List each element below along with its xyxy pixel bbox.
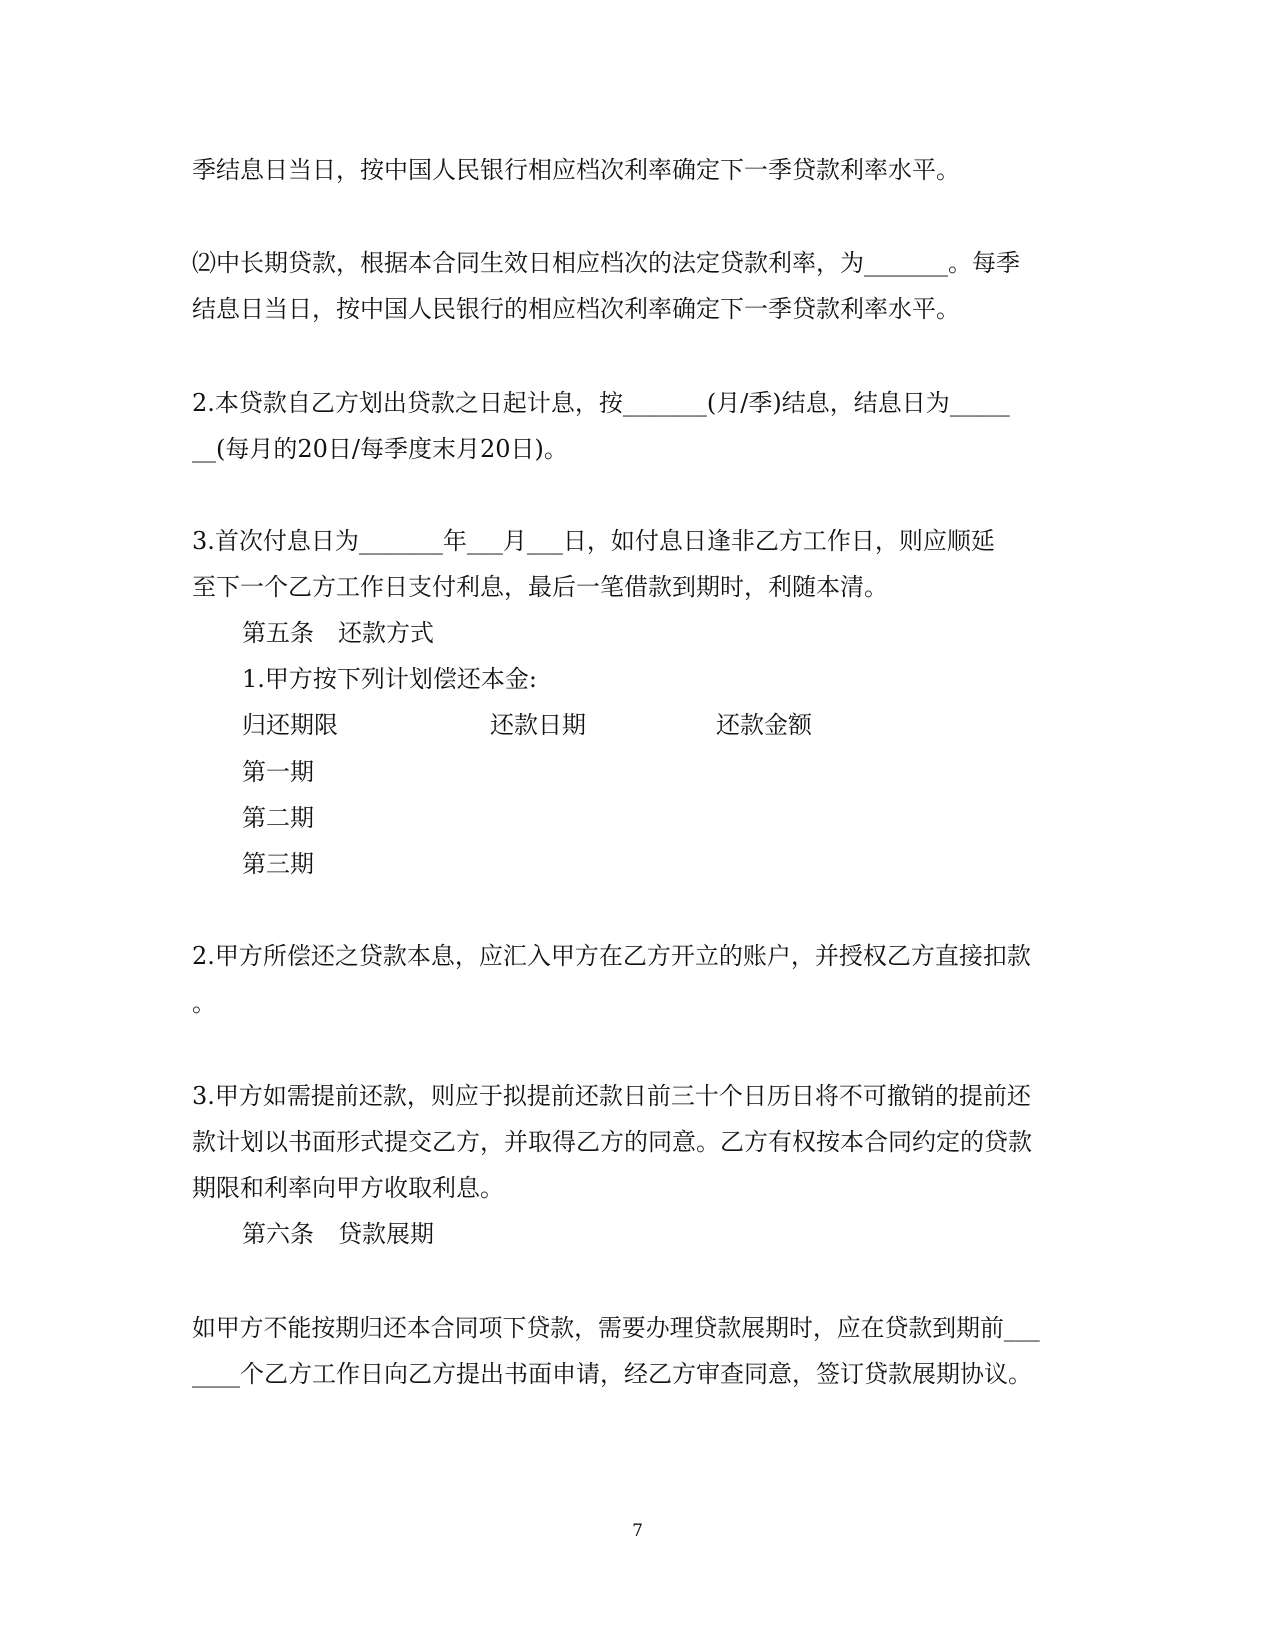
table-header: 还款金额 [716, 711, 812, 739]
table-header: 归还期限 [242, 711, 338, 739]
paragraph-line: 。 [192, 989, 216, 1017]
table-row: 第二期 [242, 804, 314, 832]
paragraph-line: 期限和利率向甲方收取利息。 [192, 1174, 504, 1202]
paragraph-line: 2.甲方所偿还之贷款本息，应汇入甲方在乙方开立的账户，并授权乙方直接扣款 [192, 942, 1031, 970]
table-row: 第三期 [242, 850, 314, 878]
paragraph-line: 季结息日当日，按中国人民银行相应档次利率确定下一季贷款利率水平。 [192, 156, 960, 184]
paragraph-line: 款计划以书面形式提交乙方，并取得乙方的同意。乙方有权按本合同约定的贷款 [192, 1128, 1032, 1156]
paragraph-line: 3.甲方如需提前还款，则应于拟提前还款日前三十个日历日将不可撤销的提前还 [192, 1082, 1031, 1110]
list-item: 1.甲方按下列计划偿还本金: [242, 665, 537, 693]
paragraph-line: 结息日当日，按中国人民银行的相应档次利率确定下一季贷款利率水平。 [192, 295, 960, 323]
paragraph-line: ⑵中长期贷款，根据本合同生效日相应档次的法定贷款利率，为_______。每季 [192, 249, 1020, 277]
article-heading: 第六条 贷款展期 [242, 1220, 434, 1248]
paragraph-line: ____个乙方工作日向乙方提出书面申请，经乙方审查同意，签订贷款展期协议。 [192, 1360, 1032, 1388]
table-header: 还款日期 [490, 711, 586, 739]
paragraph-line: 3.首次付息日为_______年___月___日，如付息日逢非乙方工作日，则应顺延 [192, 527, 995, 555]
page-number: 7 [632, 1521, 643, 1541]
paragraph-line: 2.本贷款自乙方划出贷款之日起计息，按_______(月/季)结息，结息日为_____ [192, 389, 1010, 417]
article-heading: 第五条 还款方式 [242, 619, 434, 647]
paragraph-line: __(每月的20日/每季度末月20日)。 [192, 435, 568, 463]
paragraph-line: 至下一个乙方工作日支付利息，最后一笔借款到期时，利随本清。 [192, 573, 888, 601]
paragraph-line: 如甲方不能按期归还本合同项下贷款，需要办理贷款展期时，应在贷款到期前___ [192, 1314, 1040, 1342]
table-row: 第一期 [242, 758, 314, 786]
